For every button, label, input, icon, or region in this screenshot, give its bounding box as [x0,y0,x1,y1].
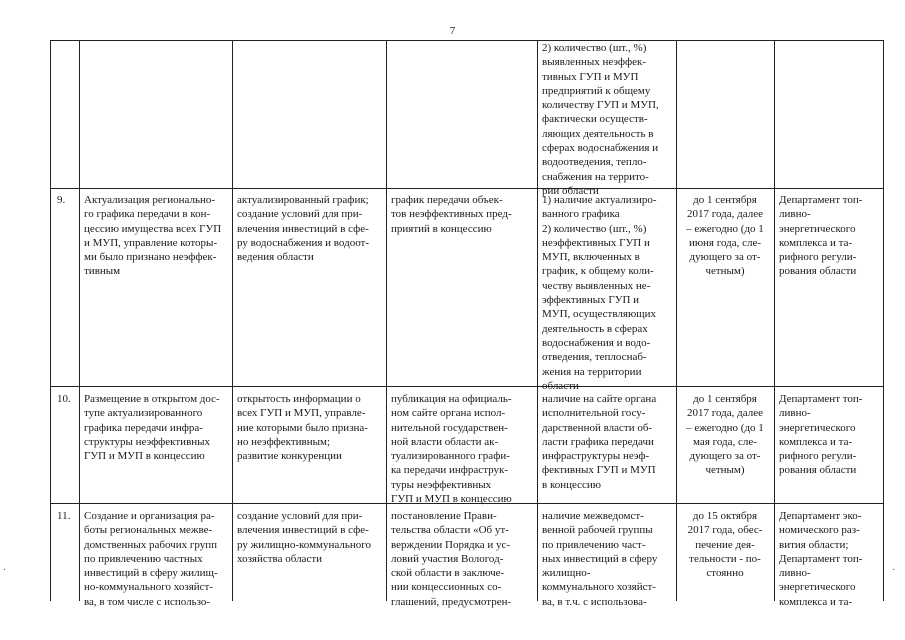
table-cell-measure: Создание и организация ра- боты региональных межве- домственных рабочих групп по привлечению частных инвестиций в сферу жилищ- но-коммунального хозяйст- ва, в том числе с использо- [84,510,218,608]
row-divider [51,188,883,189]
table-cell-executor: Департамент топ- ливно- энергетического комплекса и та- рифного регули- рования области [779,393,863,477]
measures-table [50,40,884,608]
table-cell-result: открытость информации о всех ГУП и МУП, управле- ние которыми было призна- но неэффективным; развитие конкуренции [237,393,368,463]
column-divider [79,41,80,601]
table-cell-indicator: 1) наличие актуализиро- ванного графика 2) количество (шт., %) неэффективных ГУП и МУП, включенных в график, к общему коли- честву выявленных не- эффективных ГУП и МУП, осуществляющих деятельность в сферах водоснабжения и водо- отведения, теплоснаб- жения на территории области [542,194,657,392]
table-cell-result: создание условий для при- влечения инвестиций в сфе- ру жилищно-коммунального хозяйства области [237,510,371,565]
row-number: 9. [57,194,66,206]
column-divider [386,41,387,601]
table-cell-document: график передачи объек- тов неэффективных пред- приятий в концессию [391,194,512,235]
scan-mark: · [3,565,7,576]
table-cell-measure: Актуализация регионально- го графика передачи в кон- цессию имущества всех ГУП и МУП, управление которы- ми было признано неэффек- тивным [84,194,222,278]
table-cell-result: актуализированный график; создание условий для при- влечения инвестиций в сфе- ру водоснабжения и водоот- ведения области [237,194,370,264]
table-cell-document: постановление Прави- тельства области «Об ут- верждении Порядка и ус- ловий участия Вологод- ской области в заключе- нии концессионных со- глашений, предусмотрен- [391,510,512,608]
table-cell-deadline: до 1 сентября 2017 года, далее – ежегодно (до 1 июня года, сле- дующего за от- четным) [686,194,764,278]
row-number: 11. [57,510,71,522]
scan-mark: · [892,565,896,576]
column-divider [537,41,538,601]
row-number: 10. [57,393,71,405]
column-divider [774,41,775,601]
table-cell-executor: Департамент эко- номического раз- вития области; Департамент топ- ливно- энергетического комплекса и та- [779,510,863,608]
table-cell-indicator: наличие межведомст- венной рабочей группы по привлечению част- ных инвестиций в сферу жилищно- коммунального хозяйст- ва, в т.ч. с использова- [542,510,658,608]
table-cell-deadline: до 15 октября 2017 года, обес- печение дея- тельности - по- стоянно [687,510,763,580]
row-divider [51,386,883,387]
table-cell-executor: Департамент топ- ливно- энергетического комплекса и та- рифного регули- рования области [779,194,863,278]
table-cell-document: публикация на официаль- ном сайте органа испол- нительной государствен- ной власти области ак- туализированного графи- ка передачи инфраструк- туры неэффективных ГУП и МУП в концессию [391,393,512,506]
column-divider [232,41,233,601]
page-number: 7 [449,25,456,37]
table-cell-indicator: 2) количество (шт., %) выявленных неэффек- тивных ГУП и МУП предприятий к общему количеству ГУП и МУП, фактически осуществ- ляющих деятельность в сферах водоснабжения и водоотведения, тепло- снабжения на террито- рии области [542,42,659,197]
column-divider [676,41,677,601]
table-cell-measure: Размещение в открытом дос- тупе актуализированного графика передачи инфра- структуры неэффективных ГУП и МУП в концессию [84,393,220,463]
table-cell-indicator: наличие на сайте органа исполнительной госу- дарственной власти об- ласти графика передачи инфраструктуры неэф- фективных ГУП и МУП в концессию [542,393,657,491]
table-cell-deadline: до 1 сентября 2017 года, далее – ежегодно (до 1 мая года, сле- дующего за от- четным) [686,393,764,477]
